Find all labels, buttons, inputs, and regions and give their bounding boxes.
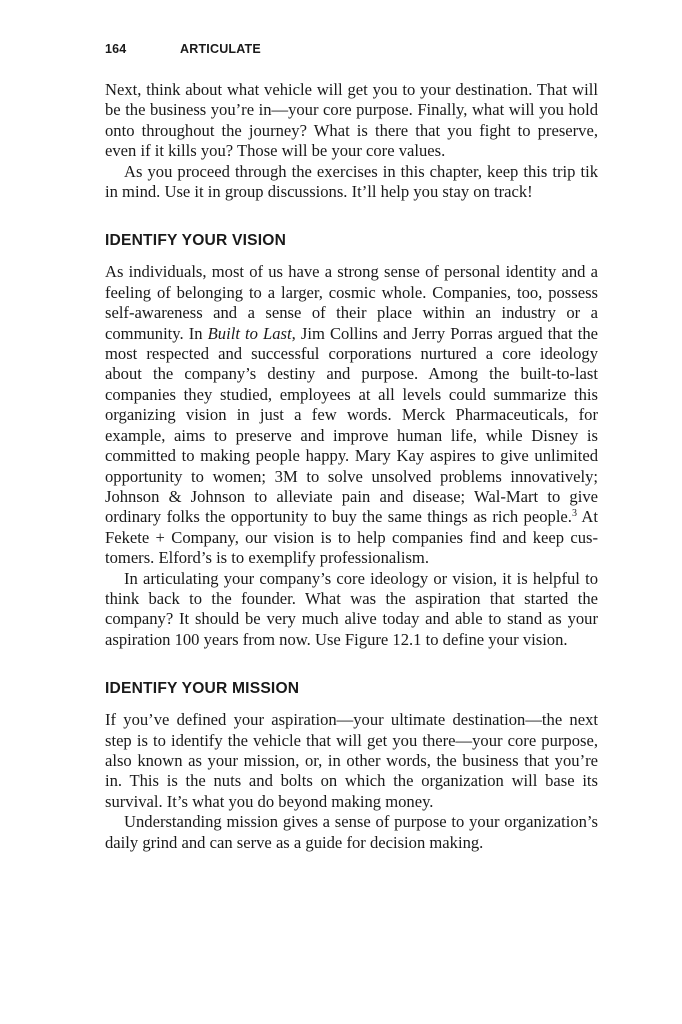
mission-heading: IDENTIFY YOUR MISSION bbox=[105, 680, 300, 698]
page-number: 164 bbox=[105, 42, 127, 56]
intro-paragraph-1: Next, think about what vehicle will get you to your destination. That will be the business you’re in—your core purpose. Finally, what will you hold onto throughout the journey? What is there that you fight to preserve, even if it kills you? Those will be your core values. bbox=[105, 80, 598, 161]
vision-text-part-2: Jim Collins and Jerry Porras argued that the most respected and successful corporations nurtured a core ideology about the company’s destiny and purpose. Among the built-to-last companies they studied, employees at all levels could summarize this organizing vision in just a few words. Merck Pharmaceuticals, for example, aims to preserve and improve human life, while Disney is committed to making people happy. Mary Kay aspires to give unlimited opportunity to women; 3M to solve unsolved problems innovatively; Johnson & Johnson to alleviate pain and disease; Wal-Mart to give ordinary folks the opportunity to buy the same things as rich people. bbox=[105, 323, 598, 527]
vision-text-part-3: At Fekete + Company, our vision is to help companies find and keep customers. Elford’s is to exemplify professionalism. bbox=[105, 507, 599, 568]
running-head bbox=[105, 38, 598, 60]
vision-section bbox=[105, 262, 598, 650]
vision-heading: IDENTIFY YOUR VISION bbox=[105, 232, 287, 250]
vision-text-part-1: As individuals, most of us have a strong sense of personal identity and a feeling of belonging to a larger, cosmic whole. Companies, too, possess self-awareness and a sense of their place within an industry or a community. In bbox=[105, 262, 598, 343]
vision-paragraph-1 bbox=[105, 262, 598, 568]
book-page bbox=[105, 38, 598, 853]
footnote-marker: 3 bbox=[571, 508, 577, 520]
intro-paragraph-2: As you proceed through the exercises in this chapter, keep this trip tik in mind. Use it in group discussions. It’ll help you stay on track! bbox=[105, 161, 598, 202]
chapter-title: ARTICULATE bbox=[180, 42, 261, 56]
mission-paragraph-2: Understanding mission gives a sense of purpose to your organization’s daily grind and can serve as a guide for decision making. bbox=[105, 812, 598, 852]
mission-paragraph-1: If you’ve defined your aspiration—your ultimate destination—the next step is to identify the vehicle that will get you there—your core purpose, also known as your mission, or, in other words, the business that you’re in. This is the nuts and bolts on which the organization will base its survival. It’s what you do beyond making money. bbox=[105, 710, 598, 811]
vision-paragraph-2: In articulating your company’s core ideology or vision, it is helpful to think back to the founder. What was the aspiration that started the company? It should be very much alive today and able to stand as your aspiration 100 years from now. Use Figure 12.1 to define your vision. bbox=[105, 568, 598, 649]
book-title: Built to Last, bbox=[207, 323, 296, 343]
mission-section bbox=[105, 710, 598, 853]
intro-section bbox=[105, 80, 598, 202]
